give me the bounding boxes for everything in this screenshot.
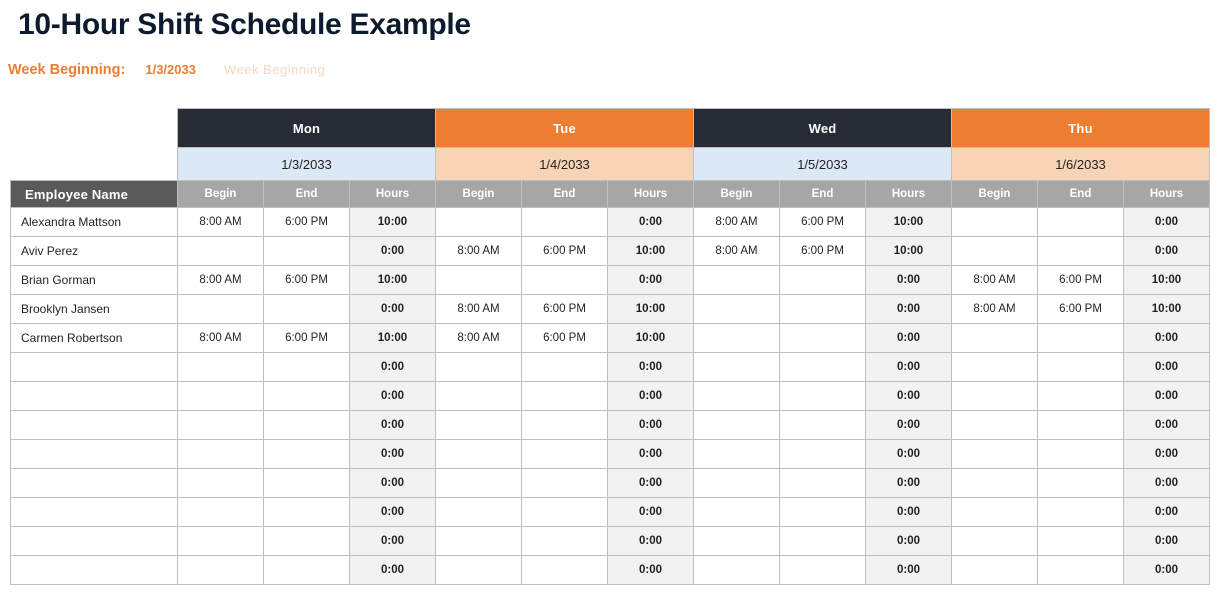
hours-cell: 0:00: [1124, 237, 1210, 266]
day-header-wed: Wed: [694, 109, 952, 148]
begin-cell[interactable]: 8:00 AM: [952, 266, 1038, 295]
end-cell[interactable]: [522, 411, 608, 440]
column-header-thu-end: End: [1038, 181, 1124, 208]
begin-cell[interactable]: [952, 527, 1038, 556]
begin-cell[interactable]: [436, 556, 522, 585]
table-row: [11, 411, 1210, 440]
hours-cell: 0:00: [866, 411, 952, 440]
end-cell[interactable]: [780, 353, 866, 382]
end-cell[interactable]: [264, 556, 350, 585]
begin-cell[interactable]: [952, 556, 1038, 585]
table-row: [11, 353, 1210, 382]
day-header-mon: Mon: [178, 109, 436, 148]
date-mon: 1/3/2033: [178, 148, 436, 181]
end-cell[interactable]: 6:00 PM: [522, 237, 608, 266]
begin-cell[interactable]: [694, 440, 780, 469]
date-wed: 1/5/2033: [694, 148, 952, 181]
end-cell[interactable]: [780, 556, 866, 585]
begin-cell[interactable]: [694, 498, 780, 527]
begin-cell[interactable]: [178, 498, 264, 527]
hours-cell: 0:00: [608, 382, 694, 411]
employee-name-cell[interactable]: Brooklyn Jansen: [11, 295, 178, 324]
begin-cell[interactable]: [178, 469, 264, 498]
begin-cell[interactable]: 8:00 AM: [436, 295, 522, 324]
table-row: [11, 237, 1210, 266]
employee-name-cell[interactable]: [11, 353, 178, 382]
begin-cell[interactable]: 8:00 AM: [178, 324, 264, 353]
hours-cell: 0:00: [866, 382, 952, 411]
begin-cell[interactable]: [694, 469, 780, 498]
hours-cell: 0:00: [866, 295, 952, 324]
end-cell[interactable]: [1038, 353, 1124, 382]
begin-cell[interactable]: [178, 411, 264, 440]
hours-cell: 0:00: [350, 498, 436, 527]
hours-cell: 0:00: [608, 527, 694, 556]
end-cell[interactable]: [780, 266, 866, 295]
hours-cell: 10:00: [866, 208, 952, 237]
week-beginning-label: Week Beginning:: [8, 62, 126, 78]
begin-cell[interactable]: [694, 295, 780, 324]
end-cell[interactable]: [522, 382, 608, 411]
page-title: 10-Hour Shift Schedule Example: [18, 8, 471, 41]
end-cell[interactable]: [780, 295, 866, 324]
begin-cell[interactable]: [952, 324, 1038, 353]
begin-cell[interactable]: [178, 382, 264, 411]
begin-cell[interactable]: 8:00 AM: [694, 208, 780, 237]
hours-cell: 0:00: [608, 353, 694, 382]
week-beginning-row: [8, 62, 325, 78]
begin-cell[interactable]: 8:00 AM: [694, 237, 780, 266]
begin-cell[interactable]: [694, 324, 780, 353]
begin-cell[interactable]: [952, 237, 1038, 266]
begin-cell[interactable]: [436, 411, 522, 440]
end-cell[interactable]: 6:00 PM: [522, 295, 608, 324]
table-body: [11, 208, 1210, 585]
end-cell[interactable]: [522, 527, 608, 556]
end-cell[interactable]: [1038, 237, 1124, 266]
hours-cell: 0:00: [866, 324, 952, 353]
hours-cell: 0:00: [608, 411, 694, 440]
begin-cell[interactable]: [436, 527, 522, 556]
employee-name-cell[interactable]: [11, 469, 178, 498]
begin-cell[interactable]: [436, 440, 522, 469]
begin-cell[interactable]: 8:00 AM: [952, 295, 1038, 324]
hours-cell: 10:00: [608, 237, 694, 266]
end-cell[interactable]: [264, 237, 350, 266]
end-cell[interactable]: 6:00 PM: [264, 208, 350, 237]
begin-cell[interactable]: 8:00 AM: [178, 266, 264, 295]
table-row: [11, 469, 1210, 498]
begin-cell[interactable]: [436, 353, 522, 382]
end-cell[interactable]: [780, 324, 866, 353]
end-cell[interactable]: [780, 469, 866, 498]
hours-cell: 0:00: [1124, 469, 1210, 498]
end-cell[interactable]: [1038, 469, 1124, 498]
begin-cell[interactable]: [694, 527, 780, 556]
hours-cell: 0:00: [1124, 324, 1210, 353]
column-header-wed-hours: Hours: [866, 181, 952, 208]
week-beginning-value[interactable]: 1/3/2033: [145, 62, 196, 77]
begin-cell[interactable]: [436, 208, 522, 237]
hours-cell: 0:00: [1124, 411, 1210, 440]
hours-cell: 0:00: [350, 295, 436, 324]
hours-cell: 10:00: [866, 237, 952, 266]
date-spacer: [11, 148, 178, 181]
end-cell[interactable]: [522, 208, 608, 237]
employee-name-cell[interactable]: [11, 411, 178, 440]
hours-cell: 0:00: [1124, 527, 1210, 556]
employee-name-cell[interactable]: [11, 556, 178, 585]
employee-name-cell[interactable]: Carmen Robertson: [11, 324, 178, 353]
end-cell[interactable]: [264, 382, 350, 411]
column-header-thu-hours: Hours: [1124, 181, 1210, 208]
end-cell[interactable]: [1038, 411, 1124, 440]
employee-name-cell[interactable]: [11, 527, 178, 556]
begin-cell[interactable]: [952, 411, 1038, 440]
hours-cell: 0:00: [350, 353, 436, 382]
hours-cell: 0:00: [608, 266, 694, 295]
end-cell[interactable]: 6:00 PM: [780, 208, 866, 237]
hours-cell: 0:00: [350, 382, 436, 411]
day-header-thu: Thu: [952, 109, 1210, 148]
end-cell[interactable]: [1038, 382, 1124, 411]
employee-name-cell[interactable]: Aviv Perez: [11, 237, 178, 266]
column-header-row: [11, 181, 1210, 208]
end-cell[interactable]: [264, 527, 350, 556]
table-row: [11, 498, 1210, 527]
begin-cell[interactable]: [436, 498, 522, 527]
end-cell[interactable]: [264, 498, 350, 527]
begin-cell[interactable]: 8:00 AM: [178, 208, 264, 237]
column-header-wed-begin: Begin: [694, 181, 780, 208]
table-row: [11, 208, 1210, 237]
column-header-mon-begin: Begin: [178, 181, 264, 208]
hours-cell: 0:00: [866, 440, 952, 469]
hours-cell: 0:00: [350, 411, 436, 440]
hours-cell: 10:00: [1124, 295, 1210, 324]
end-cell[interactable]: [264, 353, 350, 382]
table-row: [11, 382, 1210, 411]
end-cell[interactable]: [1038, 498, 1124, 527]
end-cell[interactable]: [1038, 208, 1124, 237]
begin-cell[interactable]: [178, 527, 264, 556]
column-header-mon-hours: Hours: [350, 181, 436, 208]
begin-cell[interactable]: [178, 295, 264, 324]
schedule-table: [10, 108, 1210, 585]
date-tue: 1/4/2033: [436, 148, 694, 181]
begin-cell[interactable]: [436, 469, 522, 498]
table-row: [11, 556, 1210, 585]
employee-name-cell[interactable]: [11, 382, 178, 411]
hours-cell: 0:00: [866, 556, 952, 585]
employee-name-cell[interactable]: Brian Gorman: [11, 266, 178, 295]
begin-cell[interactable]: [694, 353, 780, 382]
begin-cell[interactable]: [952, 353, 1038, 382]
date-row: [11, 148, 1210, 181]
column-header-employee-name: Employee Name: [11, 181, 178, 208]
end-cell[interactable]: 6:00 PM: [780, 237, 866, 266]
begin-cell[interactable]: 8:00 AM: [436, 237, 522, 266]
end-cell[interactable]: [522, 353, 608, 382]
hours-cell: 10:00: [608, 324, 694, 353]
hours-cell: 0:00: [608, 469, 694, 498]
column-header-tue-hours: Hours: [608, 181, 694, 208]
column-header-wed-end: End: [780, 181, 866, 208]
end-cell[interactable]: [1038, 324, 1124, 353]
hours-cell: 10:00: [350, 266, 436, 295]
end-cell[interactable]: [780, 498, 866, 527]
end-cell[interactable]: 6:00 PM: [1038, 266, 1124, 295]
end-cell[interactable]: [522, 440, 608, 469]
end-cell[interactable]: [264, 469, 350, 498]
column-header-thu-begin: Begin: [952, 181, 1038, 208]
begin-cell[interactable]: [178, 440, 264, 469]
end-cell[interactable]: [264, 295, 350, 324]
begin-cell[interactable]: [952, 469, 1038, 498]
hours-cell: 0:00: [866, 469, 952, 498]
date-thu: 1/6/2033: [952, 148, 1210, 181]
end-cell[interactable]: [780, 382, 866, 411]
begin-cell[interactable]: [436, 382, 522, 411]
begin-cell[interactable]: [952, 440, 1038, 469]
hours-cell: 0:00: [608, 440, 694, 469]
header-spacer: [11, 109, 178, 148]
end-cell[interactable]: 6:00 PM: [264, 324, 350, 353]
hours-cell: 0:00: [350, 527, 436, 556]
begin-cell[interactable]: [178, 556, 264, 585]
begin-cell[interactable]: [694, 556, 780, 585]
column-header-tue-end: End: [522, 181, 608, 208]
end-cell[interactable]: [1038, 440, 1124, 469]
column-header-tue-begin: Begin: [436, 181, 522, 208]
hours-cell: 0:00: [350, 469, 436, 498]
begin-cell[interactable]: [952, 498, 1038, 527]
table-row: [11, 527, 1210, 556]
hours-cell: 0:00: [1124, 208, 1210, 237]
hours-cell: 0:00: [608, 208, 694, 237]
begin-cell[interactable]: [952, 208, 1038, 237]
table-head: [11, 109, 1210, 208]
hours-cell: 0:00: [866, 498, 952, 527]
employee-name-cell[interactable]: [11, 440, 178, 469]
day-header-tue: Tue: [436, 109, 694, 148]
hours-cell: 0:00: [608, 556, 694, 585]
hours-cell: 0:00: [350, 440, 436, 469]
hours-cell: 0:00: [866, 353, 952, 382]
end-cell[interactable]: [264, 411, 350, 440]
table-row: [11, 440, 1210, 469]
begin-cell[interactable]: [436, 266, 522, 295]
begin-cell[interactable]: [178, 237, 264, 266]
hours-cell: 0:00: [350, 556, 436, 585]
end-cell[interactable]: 6:00 PM: [1038, 295, 1124, 324]
hours-cell: 0:00: [608, 498, 694, 527]
end-cell[interactable]: [522, 498, 608, 527]
hours-cell: 10:00: [350, 208, 436, 237]
end-cell[interactable]: [1038, 527, 1124, 556]
week-beginning-watermark: Week Beginning: [223, 62, 326, 77]
hours-cell: 10:00: [608, 295, 694, 324]
table-row: [11, 266, 1210, 295]
begin-cell[interactable]: [694, 382, 780, 411]
end-cell[interactable]: [780, 527, 866, 556]
end-cell[interactable]: [264, 440, 350, 469]
end-cell[interactable]: 6:00 PM: [264, 266, 350, 295]
hours-cell: 0:00: [866, 527, 952, 556]
hours-cell: 0:00: [866, 266, 952, 295]
end-cell[interactable]: 6:00 PM: [522, 324, 608, 353]
hours-cell: 0:00: [1124, 382, 1210, 411]
hours-cell: 0:00: [1124, 498, 1210, 527]
employee-name-cell[interactable]: [11, 498, 178, 527]
begin-cell[interactable]: [694, 266, 780, 295]
hours-cell: 10:00: [350, 324, 436, 353]
hours-cell: 0:00: [350, 237, 436, 266]
hours-cell: 0:00: [1124, 440, 1210, 469]
end-cell[interactable]: [780, 440, 866, 469]
hours-cell: 0:00: [1124, 353, 1210, 382]
hours-cell: 0:00: [1124, 556, 1210, 585]
table-row: [11, 324, 1210, 353]
begin-cell[interactable]: [178, 353, 264, 382]
begin-cell[interactable]: [952, 382, 1038, 411]
end-cell[interactable]: [1038, 556, 1124, 585]
begin-cell[interactable]: 8:00 AM: [436, 324, 522, 353]
day-header-row: [11, 109, 1210, 148]
table-row: [11, 295, 1210, 324]
end-cell[interactable]: [522, 266, 608, 295]
hours-cell: 10:00: [1124, 266, 1210, 295]
column-header-mon-end: End: [264, 181, 350, 208]
employee-name-cell[interactable]: Alexandra Mattson: [11, 208, 178, 237]
end-cell[interactable]: [522, 469, 608, 498]
end-cell[interactable]: [780, 411, 866, 440]
end-cell[interactable]: [522, 556, 608, 585]
begin-cell[interactable]: [694, 411, 780, 440]
